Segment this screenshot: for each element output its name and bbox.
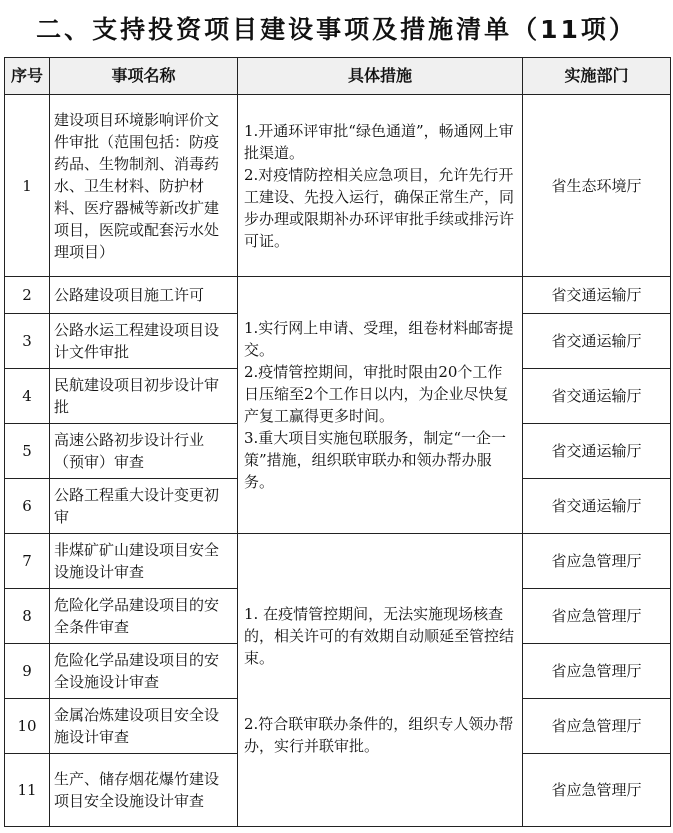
row-dept: 省交通运输厅	[523, 277, 671, 314]
row-name: 金属冶炼建设项目安全设施设计审查	[50, 699, 238, 754]
row-name: 民航建设项目初步设计审批	[50, 369, 238, 424]
row-name: 高速公路初步设计行业（预审）审查	[50, 424, 238, 479]
row-num: 7	[5, 534, 50, 589]
measure-spacer	[244, 669, 516, 713]
row-dept: 省生态环境厅	[523, 95, 671, 277]
row-name: 公路建设项目施工许可	[50, 277, 238, 314]
row-name: 非煤矿矿山建设项目安全设施设计审查	[50, 534, 238, 589]
measure-text: 2.疫情管控期间，审批时限由20个工作日压缩至2个工作日以内，为企业尽快复产复工赢得更多时间。	[244, 363, 509, 425]
measures-table	[4, 57, 671, 827]
header-measure: 具体措施	[238, 58, 523, 95]
row-num: 1	[5, 95, 50, 277]
row-dept: 省交通运输厅	[523, 369, 671, 424]
row-name: 公路工程重大设计变更初审	[50, 479, 238, 534]
row-num: 4	[5, 369, 50, 424]
measure-text: 2.对疫情防控相关应急项目，允许先行开工建设、先投入运行，确保正常生产，同步办理或限期补办环评审批手续或排污许可证。	[244, 165, 515, 250]
table-header-row	[5, 58, 671, 95]
row-dept: 省应急管理厅	[523, 644, 671, 699]
row-num: 9	[5, 644, 50, 699]
row-num: 11	[5, 754, 50, 827]
row-name: 生产、储存烟花爆竹建设项目安全设施设计审查	[50, 754, 238, 827]
row-dept: 省应急管理厅	[523, 699, 671, 754]
measure-text: 1.实行网上申请、受理，组卷材料邮寄提交。	[244, 319, 514, 359]
row-dept: 省应急管理厅	[523, 754, 671, 827]
row-dept: 省交通运输厅	[523, 479, 671, 534]
measure-text: 3.重大项目实施包联服务，制定“一企一策”措施，组织联审联办和领办帮办服务。	[244, 429, 506, 491]
row-num: 3	[5, 314, 50, 369]
row-num: 2	[5, 277, 50, 314]
row-num: 10	[5, 699, 50, 754]
header-num: 序号	[5, 58, 50, 95]
measure-text: 1.开通环评审批“绿色通道”，畅通网上审批渠道。	[244, 121, 514, 162]
row-num: 6	[5, 479, 50, 534]
row-dept: 省应急管理厅	[523, 534, 671, 589]
row-dept: 省交通运输厅	[523, 424, 671, 479]
row-name: 公路水运工程建设项目设计文件审批	[50, 314, 238, 369]
row-num: 5	[5, 424, 50, 479]
header-name: 事项名称	[50, 58, 238, 95]
measure-text: 1. 在疫情管控期间，无法实施现场核查的，相关许可的有效期自动顺延至管控结束。	[244, 605, 515, 667]
header-dept: 实施部门	[523, 58, 671, 95]
table-row	[5, 277, 671, 314]
row-name: 建设项目环境影响评价文件审批（范围包括：防疫药品、生物制剂、消毒药水、卫生材料、防护材料、医疗器械等新改扩建项目，医院或配套污水处理项目）	[50, 95, 238, 277]
row-num: 8	[5, 589, 50, 644]
measure-group-3	[238, 534, 523, 827]
table-row	[5, 534, 671, 589]
page-title: 二、支持投资项目建设事项及措施清单（11项）	[36, 15, 637, 44]
row-name: 危险化学品建设项目的安全设施设计审查	[50, 644, 238, 699]
measure-text: 2.符合联审联办条件的，组织专人领办帮办，实行并联审批。	[244, 715, 514, 755]
table-row	[5, 95, 671, 277]
row-dept: 省应急管理厅	[523, 589, 671, 644]
row-dept: 省交通运输厅	[523, 314, 671, 369]
row-name: 危险化学品建设项目的安全条件审查	[50, 589, 238, 644]
measure-group-1	[238, 95, 523, 277]
measure-group-2	[238, 277, 523, 534]
